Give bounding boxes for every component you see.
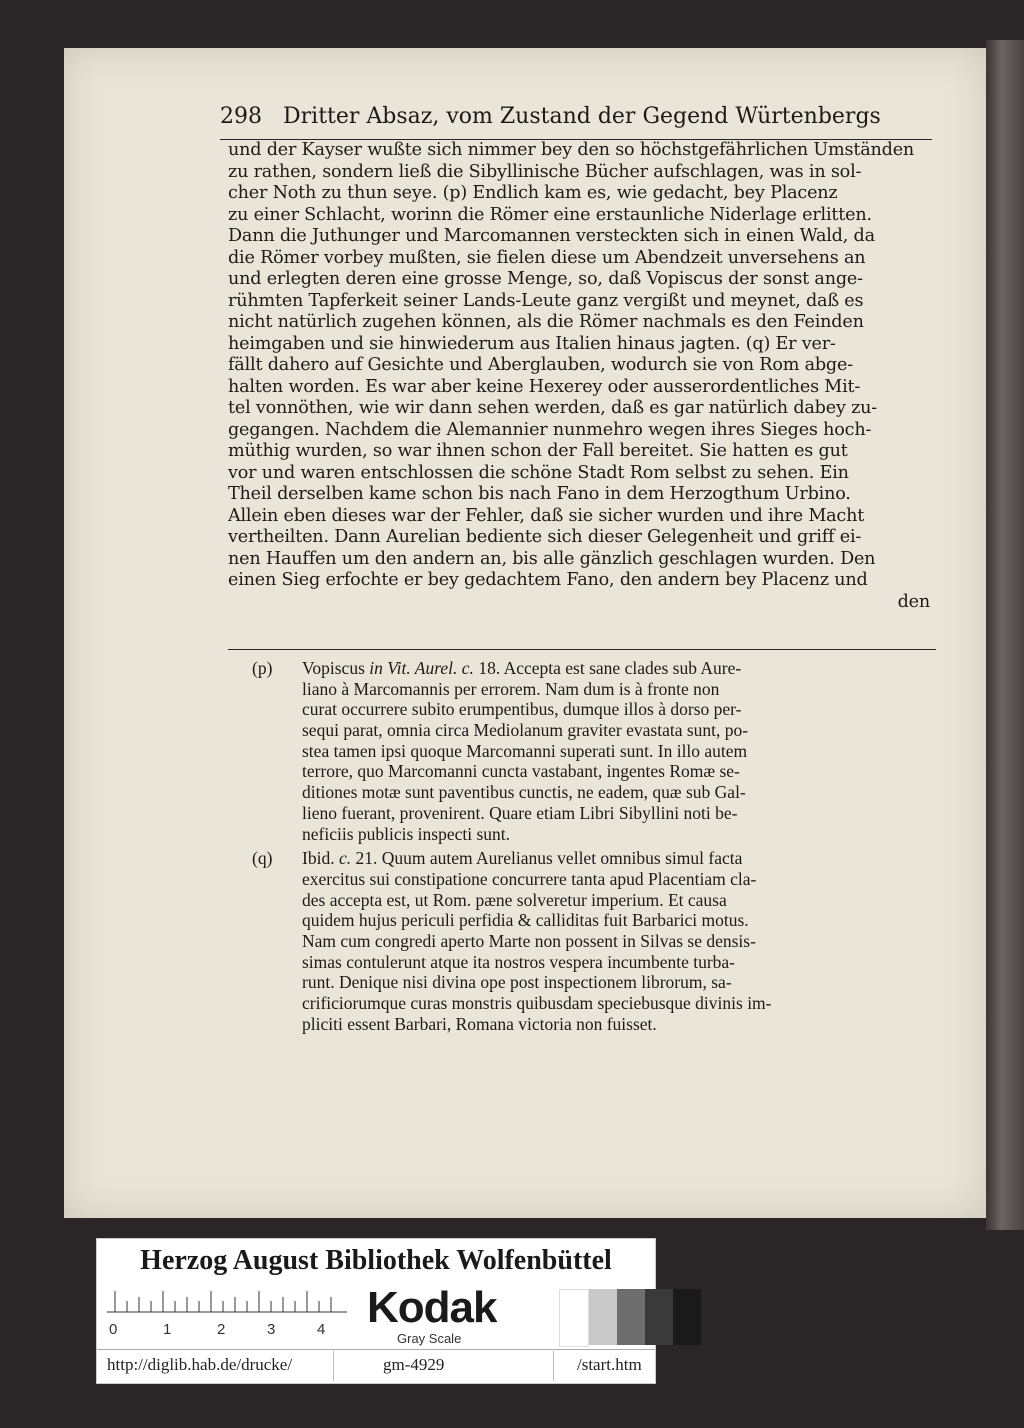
- gray-swatches: [559, 1289, 701, 1345]
- footnote-mark: (p): [252, 658, 273, 678]
- footnote-q: [252, 848, 942, 1034]
- footnote-line: simas contulerunt atque ita nostros vespera incumbente turba-: [302, 951, 735, 972]
- swatch: [645, 1289, 673, 1345]
- footnote-line: pliciti essent Barbari, Romana victoria non fuisset.: [302, 1013, 657, 1034]
- running-header: [220, 104, 940, 136]
- ruler-numbers: [105, 1321, 345, 1341]
- main-text: [228, 140, 936, 613]
- text-line: nicht natürlich zugehen können, als die Römer nachmals es den Feinden: [228, 312, 864, 332]
- text-line: halten worden. Es war aber keine Hexerey oder ausserordentliches Mit-: [228, 376, 861, 397]
- running-title: Dritter Absaz, vom Zustand der Gegend Würtenbergs: [283, 104, 881, 129]
- footnote-p: [252, 658, 942, 844]
- swatch: [617, 1289, 645, 1345]
- ruler-number: 1: [163, 1321, 172, 1338]
- scale-ruler: [107, 1291, 347, 1313]
- footnote-mark: (q): [252, 848, 273, 869]
- footnote-line: des accepta est, ut Rom. pæne solveretur imperium. Et causa: [302, 889, 727, 910]
- card-separator: [333, 1351, 334, 1381]
- text-line: einen Sieg erfochte er bey gedachtem Fano, den andern bey Placenz und: [228, 570, 868, 590]
- text-line: Dann die Juthunger und Marcomannen versteckten sich in einen Wald, da: [228, 226, 875, 246]
- text-line: tel vonnöthen, wie wir dann sehen werden, daß es gar natürlich dabey zu-: [228, 398, 878, 418]
- catchword: den: [897, 591, 930, 612]
- footnote-line: exercitus sui constipatione concurrere tanta apud Placentiam cla-: [302, 868, 757, 889]
- text-line: rühmten Tapferkeit seiner Lands-Leute ganz vergißt und meynet, daß es: [228, 290, 864, 311]
- kodak-logo: Kodak: [367, 1283, 497, 1332]
- text-line: zu einer Schlacht, worinn die Römer eine erstaunliche Niderlage erlitten.: [228, 204, 872, 225]
- text-line: cher Noth zu thun seye. (p) Endlich kam es, wie gedacht, bey Placenz: [228, 183, 838, 203]
- footnote-line: Ibid. c. 21. Quum autem Aurelianus vellet omnibus simul facta: [302, 848, 743, 869]
- card-separator: [553, 1351, 554, 1381]
- ruler-number: 2: [217, 1321, 226, 1338]
- library-title: Herzog August Bibliothek Wolfenbüttel: [140, 1245, 612, 1276]
- text-line: müthig wurden, so war ihnen schon der Fall bereitet. Sie hatten es gut: [228, 441, 848, 461]
- footnote-line: lieno fuerant, provenirent. Quare etiam Libri Sibyllini noti be-: [302, 802, 738, 823]
- card-rule: [97, 1349, 655, 1350]
- footnote-line: Vopiscus in Vit. Aurel. c. 18. Accepta est sane clades sub Aure-: [302, 658, 742, 678]
- text-line: zu rathen, sondern ließ die Sibyllinische Bücher aufschlagen, was in sol-: [228, 161, 862, 182]
- footnote-line: quidem hujus periculi perfidia & calliditas fuit Barbarici motus.: [302, 910, 749, 931]
- swatch: [559, 1289, 589, 1347]
- adjacent-page-edge: [986, 40, 1024, 1230]
- text-line: heimgaben und sie hinwiederum aus Italien hinaus jagten. (q) Er ver-: [228, 333, 836, 354]
- ruler-number: 3: [267, 1321, 276, 1338]
- footnote-line: Nam cum congredi aperto Marte non possent in Silvas se densis-: [302, 930, 756, 951]
- footnote-line: terrore, quo Marcomanni cuncta vastabant, ingentes Romæ se-: [302, 761, 740, 782]
- text-line: nen Hauffen um den andern an, bis alle gänzlich geschlagen wurden. Den: [228, 548, 876, 569]
- footnote-line: crificiorumque curas monstris quibusdam speciebusque divinis im-: [302, 993, 772, 1013]
- text-line: Theil derselben kame schon bis nach Fano in dem Herzogthum Urbino.: [228, 484, 851, 504]
- swatch: [589, 1289, 617, 1345]
- text-line: Allein eben dieses war der Fehler, daß sie sicher wurden und ihre Macht: [228, 505, 865, 526]
- text-line: fällt dahero auf Gesichte und Aberglauben, wodurch sie von Rom abge-: [228, 355, 853, 375]
- footnote-line: sequi parat, omnia circa Mediolanum graviter evastata sunt, po-: [302, 720, 749, 741]
- footnotes: [252, 658, 942, 1038]
- footnote-body: [302, 848, 942, 1034]
- footnote-line: curat occurrere subito erumpentibus, dumque illos à dorso per-: [302, 699, 742, 720]
- footnote-rule: [228, 649, 936, 650]
- card-id: gm-4929: [383, 1355, 445, 1374]
- footnote-body: [302, 658, 942, 844]
- card-start: /start.htm: [577, 1355, 642, 1374]
- swatch: [673, 1289, 701, 1345]
- footnote-line: liano à Marcomannis per errorem. Nam dum is à fronte non: [302, 678, 720, 699]
- card-url: http://diglib.hab.de/drucke/: [107, 1355, 293, 1374]
- text-line: vertheilten. Dann Aurelian bediente sich dieser Gelegenheit und griff ei-: [228, 527, 862, 547]
- footnote-line: runt. Denique nisi divina ope post inspectionem librorum, sa-: [302, 972, 732, 993]
- text-line: und der Kayser wußte sich nimmer bey den so höchstgefährlichen Umständen: [228, 140, 915, 160]
- text-line: und erlegten deren eine grosse Menge, so, daß Vopiscus der sonst ange-: [228, 269, 863, 289]
- text-line: gegangen. Nachdem die Alemannier nunmehro wegen ihres Sieges hoch-: [228, 419, 872, 440]
- text-line: vor und waren entschlossen die schöne Stadt Rom selbst zu sehen. Ein: [228, 462, 849, 483]
- gray-scale-label: Gray Scale: [397, 1331, 462, 1346]
- footnote-line: stea tamen ipsi quoque Marcomanni superati sunt. In illo autem: [302, 740, 748, 761]
- library-color-card: [96, 1238, 656, 1384]
- footnote-line: ditiones motæ sunt paventibus cunctis, ne eadem, quæ sub Gal-: [302, 782, 746, 803]
- footnote-line: neficiis publicis inspecti sunt.: [302, 823, 511, 844]
- text-line: die Römer vorbey mußten, sie fielen diese um Abendzeit unversehens an: [228, 247, 866, 268]
- page-number: 298: [220, 104, 262, 129]
- ruler-number: 4: [317, 1321, 326, 1338]
- ruler-number: 0: [109, 1321, 118, 1338]
